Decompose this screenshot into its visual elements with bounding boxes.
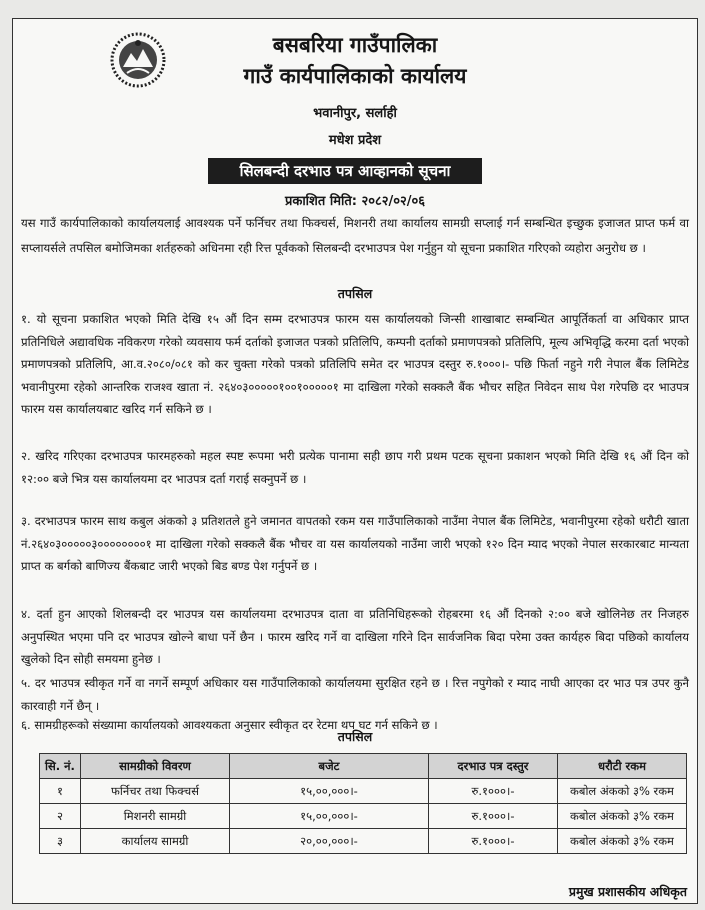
cell-deposit: कबोल अंकको ३% रकम (558, 779, 687, 804)
notice-title: सिलबन्दी दरभाउ पत्र आव्हानको सूचना (208, 158, 482, 184)
condition-point-6: ६. सामग्रीहरूको संख्यामा कार्यालयको आवश्यकता अनुसार स्वीकृत दर रेटमा थप घट गर्न सकिने छ । (21, 718, 438, 732)
condition-point-1: १. यो सूचना प्रकाशित भएको मिति देखि १५ औं दिन सम्म दरभाउपत्र फारम यस कार्यालयको जिन्सी शाखाबाट सम्बन्धित आपूर्तिकर्ता वा अधिकार प्राप्त प्रतिनिधिले अद्यावधिक नविकरण गरेको व्यवसाय फर्म दर्ताको इजाजत पत्रको प्रतिलिपि, कम्पनी दर्ताको प्रमाणपत्रको प्रतिलिपि, मूल्य अभिवृद्धि करमा दर्ता भएको प्रमाणपत्रको प्रतिलिपि, आ.व.२०८०/०८१ को कर चुक्ता गरेको पत्रको प्रतिलिपि समेत दर भाउपत्र दस्तुर रु.१०००।- पछि फिर्ता नहुने गरी नेपाल बैंक लिमिटेड भवानीपुरमा रहेको आन्तरिक राजश्व खाता नं. २६४०३०००००१००१०००००१ मा दाखिला गरेको सक्कलै बैंक भौचर सहित निवेदन साथ पेश गरेपछि दर भाउपत्र फारम यस कार्यालयबाट खरिद गर्न सकिने छ । (21, 312, 689, 417)
cell-budget: १५,००,०००।- (230, 779, 429, 804)
header-serial: सि. नं. (40, 754, 81, 779)
cell-serial: १ (40, 779, 81, 804)
table-row (40, 829, 687, 854)
cell-budget: २०,००,०००।- (230, 829, 429, 854)
condition-point-5: ५. दर भाउपत्र स्वीकृत गर्ने वा नगर्ने सम्पूर्ण अधिकार यस गाउँपालिकाको कार्यालयमा सुरक्षित रहने छ । रित्त नपुगेको र म्याद नाघी आएका दर भाउ पत्र उपर कुनै कारवाही गर्ने छैन् । (21, 676, 689, 713)
cell-description: फर्निचर तथा फिक्चर्स (81, 779, 230, 804)
materials-table (39, 753, 687, 854)
province-name: मधेश प्रदेश (328, 133, 382, 148)
published-date: प्रकाशित मिति: २०८२/०२/०६ (284, 194, 426, 209)
intro-paragraph: यस गाउँ कार्यपालिकाको कार्यालयलाई आवश्यक पर्ने फर्निचर तथा फिक्चर्स, मिशनरी तथा कार्यालय सामग्री सप्लाई गर्न सम्बन्धित इच्छुक इजाजत प्राप्त फर्म वा सप्लायर्सले तपसिल बमोजिमका शर्तहरुको अधिनमा रही रित्त पूर्वकको सिलबन्दी दरभाउपत्र पेश गर्नुहुन यो सूचना प्रकाशित गरिएको व्यहोरा अनुरोध छ । (21, 216, 689, 255)
section-title: तपसिल (337, 286, 373, 301)
condition-point-2: २. खरिद गरिएका दरभाउपत्र फारमहरुको महल स्पष्ट रूपमा भरी प्रत्येक पानामा सही छाप गरी प्रथम पटक सूचना प्रकाशन भएको मिति देखि १६ औं दिन को १२:०० बजे भित्र यस कार्यालयमा दर भाउपत्र दर्ता गराई सक्नुपर्ने छ । (21, 449, 689, 486)
table-header-row (40, 754, 687, 779)
cell-fee: रु.१०००।- (429, 779, 558, 804)
cell-description: कार्यालय सामग्री (81, 829, 230, 854)
cell-fee: रु.१०००।- (429, 829, 558, 854)
signature-title: प्रमुख प्रशासकीय अधिकृत (568, 884, 687, 899)
cell-serial: ३ (40, 829, 81, 854)
header-description: सामग्रीको विवरण (81, 754, 230, 779)
cell-serial: २ (40, 804, 81, 829)
office-address: भवानीपुर, सर्लाही (313, 106, 397, 121)
header-deposit: धरौटी रकम (558, 754, 687, 779)
cell-description: मिशनरी सामग्री (81, 804, 230, 829)
table-row (40, 779, 687, 804)
condition-point-4: ४. दर्ता हुन आएको शिलबन्दी दर भाउपत्र यस कार्यालयमा दरभाउपत्र दाता वा प्रतिनिधिहरूको रोहबरमा १६ औं दिनको २:०० बजे खोलिनेछ तर निजहरु अनुपस्थित भएमा पनि दर भाउपत्र खोल्ने बाधा पर्ने छैन । फारम खरिद गर्ने वा दाखिला गरिने दिन सार्वजनिक बिदा परेमा उक्त कार्यहरु बिदा पछिको कार्यालय खुलेको दिन सोही समयमा हुनेछ । (21, 607, 689, 667)
table-row (40, 804, 687, 829)
header-fee: दरभाउ पत्र दस्तुर (429, 754, 558, 779)
header-budget: बजेट (230, 754, 429, 779)
table-title: तपसिल (337, 729, 373, 744)
notice-page (12, 18, 698, 904)
cell-fee: रु.१०००।- (429, 804, 558, 829)
cell-budget: १५,००,०००।- (230, 804, 429, 829)
cell-deposit: कबोल अंकको ३% रकम (558, 804, 687, 829)
municipality-name: बसबरिया गाउँपालिका (272, 33, 438, 57)
cell-deposit: कबोल अंकको ३% रकम (558, 829, 687, 854)
condition-point-3: ३. दरभाउपत्र फारम साथ कबुल अंकको ३ प्रतिशतले हुने जमानत वापतको रकम यस गाउँपालिकाको नाउँमा नेपाल बैंक लिमिटेड, भवानीपुरमा रहेको धरौटी खाता नं.२६४०३०००००३००००००००१ मा दाखिला गरेको सक्कलै बैंक भौचर वा यस कार्यालयको नाउँमा जारी भएको १२० दिन म्याद भएको नेपाल सरकारबाट मान्यता प्राप्त क बर्गको बाणिज्य बैंकबाट जारी भएको बिड बण्ड पेश गर्नुपर्ने छ । (21, 514, 689, 574)
office-name: गाउँ कार्यपालिकाको कार्यालय (243, 64, 467, 88)
